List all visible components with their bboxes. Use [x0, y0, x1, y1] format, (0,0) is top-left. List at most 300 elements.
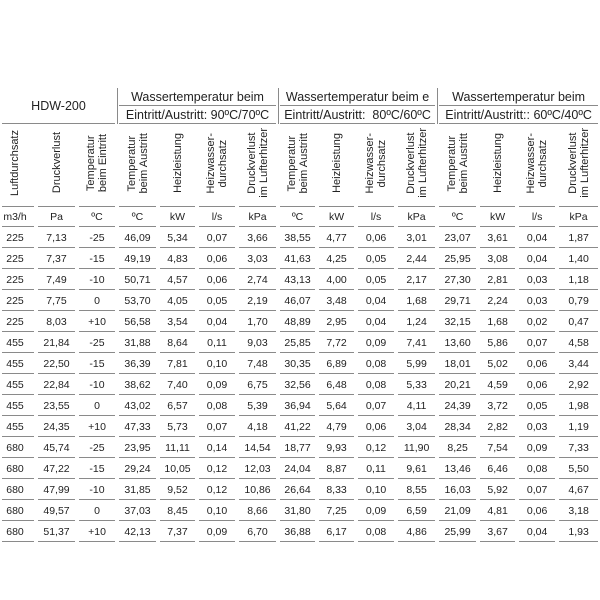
- druckverlust-lufterhitzer-60-40-cell: 3,18: [557, 500, 600, 521]
- druckverlust-lufterhitzer-90-70-header-line: im Lufterhitzer: [257, 128, 270, 198]
- druckverlust-cell: 47,22: [36, 458, 77, 479]
- temperatur-austritt-80-60-cell: 32,56: [278, 374, 317, 395]
- druckverlust-cell: 7,13: [36, 227, 77, 248]
- druckverlust-lufterhitzer-90-70-cell: 14,54: [237, 437, 278, 458]
- druckverlust-lufterhitzer-80-60-cell: 2,17: [396, 269, 437, 290]
- heizwasserdurchsatz-80-60-header-label: [364, 133, 388, 194]
- heizwasserdurchsatz-90-70-unit: l/s: [197, 207, 237, 227]
- heizwasserdurchsatz-80-60-header: [356, 124, 396, 207]
- heizwasserdurchsatz-60-40-cell: 0,03: [517, 290, 557, 311]
- temperatur-austritt-80-60-cell: 36,88: [278, 521, 317, 542]
- druckverlust-header-label: [51, 132, 63, 193]
- group-header-90-70: Wassertemperatur beim: [117, 88, 278, 106]
- temperatur-austritt-80-60-cell: 36,94: [278, 395, 317, 416]
- druckverlust-lufterhitzer-60-40-cell: 4,58: [557, 332, 600, 353]
- temperatur-austritt-80-60-cell: 43,13: [278, 269, 317, 290]
- luftdurchsatz-header: [0, 124, 36, 207]
- heizwasserdurchsatz-80-60-cell: 0,08: [356, 374, 396, 395]
- druckverlust-lufterhitzer-60-40-header: [557, 124, 600, 207]
- heizwasserdurchsatz-60-40-cell: 0,04: [517, 227, 557, 248]
- table-row: [0, 500, 600, 521]
- group-subheader-60-40: Eintritt/Austritt:: 60ºC/40ºC: [437, 106, 600, 124]
- druckverlust-lufterhitzer-60-40-cell: 1,87: [557, 227, 600, 248]
- temperatur-austritt-80-60-cell: 30,35: [278, 353, 317, 374]
- temperatur-austritt-80-60-cell: 26,64: [278, 479, 317, 500]
- table-row: [0, 458, 600, 479]
- heizwasserdurchsatz-60-40-header: [517, 124, 557, 207]
- heizleistung-90-70-cell: 7,37: [158, 521, 197, 542]
- temperatur-austritt-60-40-cell: 29,71: [437, 290, 478, 311]
- heizleistung-90-70-cell: 7,40: [158, 374, 197, 395]
- temperatur-austritt-90-70-cell: 36,39: [117, 353, 158, 374]
- heizleistung-80-60-cell: 8,33: [317, 479, 356, 500]
- temperatur-austritt-80-60-header-line: beim Austritt: [297, 132, 310, 194]
- heizleistung-80-60-cell: 6,48: [317, 374, 356, 395]
- temperatur-eintritt-header-line: Temperatur: [85, 135, 97, 191]
- table-row: [0, 479, 600, 500]
- temperatur-eintritt-cell: 0: [77, 395, 117, 416]
- druckverlust-lufterhitzer-90-70-cell: 12,03: [237, 458, 278, 479]
- druckverlust-cell: 7,49: [36, 269, 77, 290]
- heizleistung-80-60-cell: 4,00: [317, 269, 356, 290]
- temperatur-austritt-90-70-cell: 43,02: [117, 395, 158, 416]
- luftdurchsatz-cell: 680: [0, 437, 36, 458]
- temperatur-austritt-90-70-cell: 56,58: [117, 311, 158, 332]
- druckverlust-lufterhitzer-80-60-header-label: [405, 128, 429, 198]
- temperatur-austritt-80-60-cell: 48,89: [278, 311, 317, 332]
- heizleistung-80-60-header-label: [331, 133, 343, 193]
- temperatur-austritt-90-70-cell: 29,24: [117, 458, 158, 479]
- group-header-80-60: Wassertemperatur beim e: [278, 88, 437, 106]
- temperatur-austritt-90-70-header-label: [126, 133, 150, 194]
- druckverlust-lufterhitzer-60-40-cell: 1,40: [557, 248, 600, 269]
- temperatur-austritt-90-70-cell: 31,88: [117, 332, 158, 353]
- group-header-row: [0, 88, 600, 106]
- heizwasserdurchsatz-90-70-cell: 0,06: [197, 269, 237, 290]
- heizleistung-90-70-cell: 8,45: [158, 500, 197, 521]
- temperatur-austritt-60-40-cell: 20,21: [437, 374, 478, 395]
- temperatur-austritt-90-70-cell: 42,13: [117, 521, 158, 542]
- heizleistung-60-40-cell: 5,86: [478, 332, 517, 353]
- heizwasserdurchsatz-60-40-header-line: Heizwasser-: [525, 132, 538, 194]
- performance-table: [0, 88, 600, 542]
- temperatur-austritt-60-40-cell: 27,30: [437, 269, 478, 290]
- heizleistung-80-60-header: [317, 124, 356, 207]
- heizleistung-80-60-cell: 6,89: [317, 353, 356, 374]
- druckverlust-lufterhitzer-90-70-cell: 3,03: [237, 248, 278, 269]
- druckverlust-lufterhitzer-80-60-cell: 9,61: [396, 458, 437, 479]
- heizwasserdurchsatz-90-70-cell: 0,08: [197, 395, 237, 416]
- temperatur-austritt-60-40-cell: 23,07: [437, 227, 478, 248]
- temperatur-austritt-60-40-unit: ºC: [437, 207, 478, 227]
- temperatur-austritt-90-70-cell: 47,33: [117, 416, 158, 437]
- druckverlust-lufterhitzer-60-40-cell: 1,93: [557, 521, 600, 542]
- luftdurchsatz-cell: 225: [0, 311, 36, 332]
- druckverlust-lufterhitzer-80-60-header-line: im Lufterhitzer: [416, 128, 429, 198]
- temperatur-austritt-90-70-cell: 37,03: [117, 500, 158, 521]
- temperatur-eintritt-cell: +10: [77, 311, 117, 332]
- luftdurchsatz-cell: 455: [0, 374, 36, 395]
- heizwasserdurchsatz-90-70-cell: 0,05: [197, 290, 237, 311]
- heizwasserdurchsatz-60-40-header-label: [525, 133, 549, 194]
- temperatur-austritt-60-40-cell: 18,01: [437, 353, 478, 374]
- druckverlust-lufterhitzer-60-40-cell: 0,47: [557, 311, 600, 332]
- heizleistung-90-70-cell: 4,57: [158, 269, 197, 290]
- temperatur-austritt-80-60-cell: 46,07: [278, 290, 317, 311]
- table-row: [0, 248, 600, 269]
- temperatur-austritt-80-60-header-label: [286, 133, 310, 194]
- heizwasserdurchsatz-80-60-cell: 0,06: [356, 416, 396, 437]
- heizwasserdurchsatz-60-40-cell: 0,06: [517, 353, 557, 374]
- temperatur-austritt-90-70-cell: 53,70: [117, 290, 158, 311]
- heizwasserdurchsatz-90-70-cell: 0,10: [197, 353, 237, 374]
- druckverlust-lufterhitzer-80-60-cell: 4,11: [396, 395, 437, 416]
- luftdurchsatz-cell: 455: [0, 332, 36, 353]
- druckverlust-lufterhitzer-90-70-cell: 2,19: [237, 290, 278, 311]
- heizleistung-90-70-cell: 10,05: [158, 458, 197, 479]
- temperatur-austritt-90-70-cell: 23,95: [117, 437, 158, 458]
- druckverlust-lufterhitzer-90-70-cell: 5,39: [237, 395, 278, 416]
- heizleistung-90-70-cell: 9,52: [158, 479, 197, 500]
- temperatur-eintritt-header-label: [85, 134, 109, 192]
- druckverlust-lufterhitzer-80-60-cell: 1,24: [396, 311, 437, 332]
- heizwasserdurchsatz-60-40-cell: 0,04: [517, 521, 557, 542]
- group-subheader-80-60: Eintritt/Austritt: 80ºC/60ºC: [278, 106, 437, 124]
- heizwasserdurchsatz-60-40-cell: 0,04: [517, 248, 557, 269]
- druckverlust-lufterhitzer-90-70-cell: 9,03: [237, 332, 278, 353]
- heizleistung-60-40-cell: 3,72: [478, 395, 517, 416]
- temperatur-austritt-80-60-cell: 24,04: [278, 458, 317, 479]
- druckverlust-lufterhitzer-80-60-header: [396, 124, 437, 207]
- heizleistung-60-40-header-line: Heizleistung: [491, 133, 504, 193]
- temperatur-austritt-60-40-cell: 28,34: [437, 416, 478, 437]
- temperatur-eintritt-cell: -10: [77, 479, 117, 500]
- heizleistung-60-40-cell: 3,08: [478, 248, 517, 269]
- heizleistung-90-70-cell: 3,54: [158, 311, 197, 332]
- temperatur-austritt-60-40-cell: 16,03: [437, 479, 478, 500]
- heizwasserdurchsatz-60-40-cell: 0,05: [517, 395, 557, 416]
- heizleistung-80-60-cell: 5,64: [317, 395, 356, 416]
- table-row: [0, 521, 600, 542]
- temperatur-eintritt-cell: -15: [77, 248, 117, 269]
- druckverlust-lufterhitzer-60-40-cell: 3,44: [557, 353, 600, 374]
- druckverlust-lufterhitzer-80-60-unit: kPa: [396, 207, 437, 227]
- heizleistung-80-60-cell: 4,77: [317, 227, 356, 248]
- druckverlust-cell: 22,84: [36, 374, 77, 395]
- heizleistung-80-60-cell: 8,87: [317, 458, 356, 479]
- temperatur-austritt-90-70-header: [117, 124, 158, 207]
- temperatur-austritt-80-60-cell: 18,77: [278, 437, 317, 458]
- heizwasserdurchsatz-60-40-header-line: durchsatz: [537, 139, 550, 187]
- heizleistung-90-70-unit: kW: [158, 207, 197, 227]
- druckverlust-cell: 21,84: [36, 332, 77, 353]
- heizwasserdurchsatz-80-60-cell: 0,05: [356, 269, 396, 290]
- luftdurchsatz-cell: 225: [0, 227, 36, 248]
- table-row: [0, 290, 600, 311]
- heizleistung-90-70-cell: 6,57: [158, 395, 197, 416]
- temperatur-austritt-60-40-header-label: [446, 133, 470, 194]
- luftdurchsatz-header-line: Luftdurchsatz: [9, 129, 21, 197]
- druckverlust-lufterhitzer-80-60-cell: 1,68: [396, 290, 437, 311]
- temperatur-austritt-90-70-cell: 38,62: [117, 374, 158, 395]
- heizleistung-80-60-cell: 7,25: [317, 500, 356, 521]
- heizleistung-60-40-cell: 2,24: [478, 290, 517, 311]
- heizwasserdurchsatz-80-60-cell: 0,04: [356, 311, 396, 332]
- druckverlust-lufterhitzer-90-70-cell: 7,48: [237, 353, 278, 374]
- luftdurchsatz-cell: 680: [0, 500, 36, 521]
- druckverlust-cell: 7,37: [36, 248, 77, 269]
- druckverlust-lufterhitzer-80-60-cell: 3,04: [396, 416, 437, 437]
- druckverlust-lufterhitzer-90-70-cell: 3,66: [237, 227, 278, 248]
- druckverlust-cell: 24,35: [36, 416, 77, 437]
- temperatur-austritt-60-40-header-line: Temperatur: [445, 135, 458, 191]
- druckverlust-lufterhitzer-90-70-cell: 8,66: [237, 500, 278, 521]
- heizwasserdurchsatz-90-70-cell: 0,14: [197, 437, 237, 458]
- luftdurchsatz-cell: 455: [0, 416, 36, 437]
- temperatur-austritt-80-60-cell: 38,55: [278, 227, 317, 248]
- heizwasserdurchsatz-80-60-cell: 0,06: [356, 227, 396, 248]
- heizwasserdurchsatz-90-70-cell: 0,09: [197, 521, 237, 542]
- temperatur-austritt-90-70-cell: 31,85: [117, 479, 158, 500]
- temperatur-austritt-80-60-header: [278, 124, 317, 207]
- table-row: [0, 227, 600, 248]
- temperatur-austritt-80-60-cell: 31,80: [278, 500, 317, 521]
- heizleistung-90-70-header-line: Heizleistung: [171, 133, 184, 193]
- performance-table-sheet: [0, 88, 600, 542]
- druckverlust-lufterhitzer-60-40-cell: 5,50: [557, 458, 600, 479]
- temperatur-eintritt-cell: -25: [77, 332, 117, 353]
- unit-row: [0, 207, 600, 227]
- druckverlust-lufterhitzer-60-40-cell: 1,18: [557, 269, 600, 290]
- druckverlust-lufterhitzer-90-70-unit: kPa: [237, 207, 278, 227]
- heizleistung-90-70-cell: 4,83: [158, 248, 197, 269]
- heizleistung-60-40-cell: 2,82: [478, 416, 517, 437]
- druckverlust-lufterhitzer-80-60-cell: 2,44: [396, 248, 437, 269]
- heizwasserdurchsatz-80-60-cell: 0,09: [356, 332, 396, 353]
- heizleistung-60-40-header-label: [492, 133, 504, 193]
- druckverlust-lufterhitzer-60-40-cell: 1,98: [557, 395, 600, 416]
- heizleistung-60-40-cell: 4,59: [478, 374, 517, 395]
- temperatur-austritt-80-60-header-line: Temperatur: [285, 135, 298, 191]
- heizleistung-80-60-cell: 3,48: [317, 290, 356, 311]
- temperatur-eintritt-cell: -15: [77, 353, 117, 374]
- druckverlust-lufterhitzer-60-40-cell: 2,92: [557, 374, 600, 395]
- druckverlust-lufterhitzer-80-60-cell: 11,90: [396, 437, 437, 458]
- temperatur-eintritt-cell: +10: [77, 521, 117, 542]
- heizleistung-90-70-cell: 5,34: [158, 227, 197, 248]
- heizwasserdurchsatz-90-70-cell: 0,11: [197, 332, 237, 353]
- druckverlust-cell: 23,55: [36, 395, 77, 416]
- heizwasserdurchsatz-90-70-cell: 0,09: [197, 374, 237, 395]
- table-row: [0, 353, 600, 374]
- heizleistung-60-40-cell: 1,68: [478, 311, 517, 332]
- temperatur-austritt-90-70-cell: 46,09: [117, 227, 158, 248]
- druckverlust-cell: 22,50: [36, 353, 77, 374]
- heizwasserdurchsatz-60-40-unit: l/s: [517, 207, 557, 227]
- luftdurchsatz-unit: m3/h: [0, 207, 36, 227]
- druckverlust-lufterhitzer-90-70-header: [237, 124, 278, 207]
- table-row: [0, 416, 600, 437]
- temperatur-eintritt-header: [77, 124, 117, 207]
- heizleistung-60-40-cell: 5,92: [478, 479, 517, 500]
- druckverlust-cell: 8,03: [36, 311, 77, 332]
- temperatur-austritt-80-60-cell: 41,22: [278, 416, 317, 437]
- heizwasserdurchsatz-80-60-header-line: durchsatz: [376, 139, 389, 187]
- temperatur-austritt-60-40-cell: 24,39: [437, 395, 478, 416]
- heizleistung-80-60-unit: kW: [317, 207, 356, 227]
- druckverlust-header: [36, 124, 77, 207]
- heizleistung-90-70-cell: 7,81: [158, 353, 197, 374]
- temperatur-austritt-90-70-cell: 50,71: [117, 269, 158, 290]
- heizwasserdurchsatz-80-60-cell: 0,08: [356, 521, 396, 542]
- heizleistung-80-60-cell: 2,95: [317, 311, 356, 332]
- druckverlust-cell: 7,75: [36, 290, 77, 311]
- luftdurchsatz-cell: 225: [0, 248, 36, 269]
- heizleistung-60-40-cell: 3,61: [478, 227, 517, 248]
- heizleistung-80-60-cell: 4,79: [317, 416, 356, 437]
- druckverlust-lufterhitzer-80-60-cell: 5,99: [396, 353, 437, 374]
- temperatur-austritt-90-70-header-line: Temperatur: [125, 135, 138, 191]
- table-row: [0, 332, 600, 353]
- heizleistung-80-60-header-line: Heizleistung: [330, 133, 343, 193]
- druckverlust-lufterhitzer-80-60-header-line: Druckverlust: [404, 132, 417, 194]
- luftdurchsatz-cell: 680: [0, 458, 36, 479]
- heizwasserdurchsatz-60-40-cell: 0,06: [517, 500, 557, 521]
- heizwasserdurchsatz-60-40-cell: 0,06: [517, 374, 557, 395]
- heizwasserdurchsatz-90-70-cell: 0,12: [197, 458, 237, 479]
- heizwasserdurchsatz-90-70-cell: 0,06: [197, 248, 237, 269]
- heizwasserdurchsatz-90-70-cell: 0,04: [197, 311, 237, 332]
- heizwasserdurchsatz-60-40-cell: 0,08: [517, 458, 557, 479]
- heizleistung-90-70-header-label: [172, 133, 184, 193]
- temperatur-austritt-80-60-cell: 25,85: [278, 332, 317, 353]
- temperatur-austritt-80-60-cell: 41,63: [278, 248, 317, 269]
- heizleistung-60-40-cell: 6,46: [478, 458, 517, 479]
- druckverlust-lufterhitzer-80-60-cell: 5,33: [396, 374, 437, 395]
- temperatur-eintritt-header-line: beim Eintritt: [97, 133, 109, 193]
- temperatur-eintritt-cell: -15: [77, 458, 117, 479]
- temperatur-eintritt-cell: -10: [77, 374, 117, 395]
- temperatur-eintritt-cell: 0: [77, 500, 117, 521]
- group-subheader-90-70: Eintritt/Austritt: 90ºC/70ºC: [117, 106, 278, 124]
- druckverlust-lufterhitzer-60-40-header-line: im Lufterhitzer: [578, 128, 591, 198]
- heizleistung-90-70-cell: 4,05: [158, 290, 197, 311]
- heizwasserdurchsatz-90-70-header-label: [205, 133, 229, 194]
- luftdurchsatz-cell: 455: [0, 395, 36, 416]
- heizleistung-60-40-cell: 2,81: [478, 269, 517, 290]
- heizwasserdurchsatz-90-70-cell: 0,10: [197, 500, 237, 521]
- druckverlust-lufterhitzer-60-40-cell: 7,33: [557, 437, 600, 458]
- heizwasserdurchsatz-90-70-header-line: Heizwasser-: [205, 132, 217, 194]
- heizwasserdurchsatz-90-70-cell: 0,07: [197, 227, 237, 248]
- temperatur-austritt-90-70-unit: ºC: [117, 207, 158, 227]
- heizwasserdurchsatz-80-60-cell: 0,05: [356, 248, 396, 269]
- heizleistung-60-40-unit: kW: [478, 207, 517, 227]
- table-row: [0, 437, 600, 458]
- druckverlust-lufterhitzer-90-70-header-label: [246, 128, 270, 198]
- temperatur-eintritt-cell: -25: [77, 227, 117, 248]
- heizleistung-90-70-header: [158, 124, 197, 207]
- druckverlust-lufterhitzer-80-60-cell: 6,59: [396, 500, 437, 521]
- table-row: [0, 269, 600, 290]
- druckverlust-lufterhitzer-90-70-cell: 10,86: [237, 479, 278, 500]
- heizwasserdurchsatz-60-40-cell: 0,09: [517, 437, 557, 458]
- druckverlust-cell: 49,57: [36, 500, 77, 521]
- druckverlust-lufterhitzer-80-60-cell: 7,41: [396, 332, 437, 353]
- druckverlust-lufterhitzer-80-60-cell: 3,01: [396, 227, 437, 248]
- druckverlust-lufterhitzer-60-40-header-label: [567, 128, 591, 198]
- heizwasserdurchsatz-80-60-cell: 0,08: [356, 353, 396, 374]
- heizleistung-90-70-cell: 8,64: [158, 332, 197, 353]
- heizwasserdurchsatz-60-40-cell: 0,07: [517, 332, 557, 353]
- temperatur-eintritt-unit: ºC: [77, 207, 117, 227]
- heizwasserdurchsatz-90-70-header: [197, 124, 237, 207]
- heizwasserdurchsatz-60-40-cell: 0,03: [517, 269, 557, 290]
- table-body: [0, 227, 600, 542]
- table-title: HDW-200: [0, 88, 117, 124]
- heizleistung-90-70-cell: 11,11: [158, 437, 197, 458]
- column-header-row: [0, 124, 600, 207]
- druckverlust-lufterhitzer-90-70-cell: 4,18: [237, 416, 278, 437]
- temperatur-austritt-90-70-cell: 49,19: [117, 248, 158, 269]
- group-header-60-40: Wassertemperatur beim: [437, 88, 600, 106]
- temperatur-eintritt-cell: -25: [77, 437, 117, 458]
- druckverlust-header-line: Druckverlust: [50, 132, 63, 194]
- heizleistung-60-40-cell: 5,02: [478, 353, 517, 374]
- temperatur-eintritt-cell: -10: [77, 269, 117, 290]
- luftdurchsatz-header-label: [9, 130, 21, 196]
- heizwasserdurchsatz-60-40-cell: 0,07: [517, 479, 557, 500]
- heizwasserdurchsatz-80-60-cell: 0,04: [356, 290, 396, 311]
- luftdurchsatz-cell: 680: [0, 479, 36, 500]
- heizwasserdurchsatz-80-60-cell: 0,12: [356, 437, 396, 458]
- temperatur-austritt-60-40-cell: 13,60: [437, 332, 478, 353]
- temperatur-austritt-80-60-unit: ºC: [278, 207, 317, 227]
- temperatur-eintritt-cell: +10: [77, 416, 117, 437]
- heizwasserdurchsatz-80-60-cell: 0,07: [356, 395, 396, 416]
- luftdurchsatz-cell: 680: [0, 521, 36, 542]
- temperatur-austritt-60-40-cell: 25,95: [437, 248, 478, 269]
- luftdurchsatz-cell: 225: [0, 290, 36, 311]
- heizleistung-60-40-header: [478, 124, 517, 207]
- heizleistung-80-60-cell: 7,72: [317, 332, 356, 353]
- table-row: [0, 395, 600, 416]
- table-row: [0, 311, 600, 332]
- druckverlust-lufterhitzer-60-40-cell: 4,67: [557, 479, 600, 500]
- heizwasserdurchsatz-60-40-cell: 0,03: [517, 416, 557, 437]
- temperatur-austritt-60-40-cell: 32,15: [437, 311, 478, 332]
- temperatur-austritt-60-40-cell: 13,46: [437, 458, 478, 479]
- druckverlust-lufterhitzer-80-60-cell: 8,55: [396, 479, 437, 500]
- heizwasserdurchsatz-80-60-cell: 0,09: [356, 500, 396, 521]
- heizwasserdurchsatz-80-60-cell: 0,10: [356, 479, 396, 500]
- druckverlust-cell: 45,74: [36, 437, 77, 458]
- heizleistung-80-60-cell: 6,17: [317, 521, 356, 542]
- druckverlust-lufterhitzer-80-60-cell: 4,86: [396, 521, 437, 542]
- druckverlust-lufterhitzer-90-70-cell: 1,70: [237, 311, 278, 332]
- druckverlust-lufterhitzer-90-70-header-line: Druckverlust: [245, 132, 258, 194]
- heizleistung-90-70-cell: 5,73: [158, 416, 197, 437]
- druckverlust-unit: Pa: [36, 207, 77, 227]
- heizwasserdurchsatz-90-70-header-line: durchsatz: [217, 139, 229, 187]
- temperatur-austritt-60-40-cell: 25,99: [437, 521, 478, 542]
- druckverlust-lufterhitzer-60-40-header-line: Druckverlust: [566, 132, 579, 194]
- druckverlust-lufterhitzer-90-70-cell: 2,74: [237, 269, 278, 290]
- heizwasserdurchsatz-90-70-cell: 0,12: [197, 479, 237, 500]
- druckverlust-lufterhitzer-90-70-cell: 6,70: [237, 521, 278, 542]
- temperatur-eintritt-cell: 0: [77, 290, 117, 311]
- heizwasserdurchsatz-80-60-cell: 0,11: [356, 458, 396, 479]
